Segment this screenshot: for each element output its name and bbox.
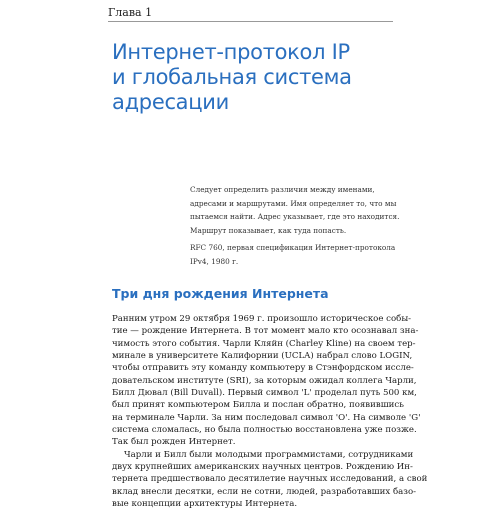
body-line: Так был рожден Интернет. bbox=[112, 437, 236, 448]
epigraph bbox=[190, 183, 400, 237]
chapter-title-line: Интернет-протокол IP bbox=[112, 40, 350, 64]
body-line: чтобы отправить эту команду компьютеру в Стэнфордском иссле- bbox=[112, 363, 414, 374]
epigraph-line: Маршрут показывает, как туда попасть. bbox=[190, 225, 347, 235]
body-line: Ранним утром 29 октября 1969 г. произошло историческое собы- bbox=[112, 314, 412, 324]
body-line: вые концепции архитектуры Интернета. bbox=[112, 499, 298, 510]
body-line: двух крупнейших американских научных центров. Рождению Ин- bbox=[112, 462, 413, 473]
section-heading: Три дня рождения Интернета bbox=[112, 286, 329, 301]
epigraph-line: Следует определить различия между именами, bbox=[190, 185, 375, 194]
body-line: тие — рождение Интернета. В тот момент мало кто осознавал зна- bbox=[112, 326, 419, 337]
header-rule bbox=[108, 21, 393, 22]
body-line: вклад внесли десятки, если не сотни, людей, разработавших базо- bbox=[112, 486, 417, 497]
body-line: тернета предшествовало десятилетие научных исследований, а свой bbox=[112, 474, 428, 485]
chapter-title bbox=[112, 40, 412, 115]
body-line: довательском институте (SRI), за которым ожидал коллега Чарли, bbox=[112, 375, 417, 386]
body-line: Чарли и Билл были молодыми программистами, сотрудниками bbox=[124, 449, 414, 460]
chapter-title-line: адресации bbox=[112, 90, 229, 114]
chapter-title-line: и глобальная система bbox=[112, 65, 352, 89]
epigraph-source bbox=[190, 241, 400, 268]
body-line: система сломалась, но была полностью восстановлена уже позже. bbox=[112, 425, 417, 436]
epigraph-line: пытаемся найти. Адрес указывает, где это находится. bbox=[190, 212, 400, 221]
body-line: Билл Дювал (Bill Duvall). Первый символ 'L' проделал путь 500 км, bbox=[112, 388, 417, 399]
epigraph-line: адресами и маршрутами. Имя определяет то, что мы bbox=[190, 198, 397, 208]
body-line: чимость этого события. Чарли Кляйн (Charley Kline) на своем тер- bbox=[112, 338, 416, 349]
body-text bbox=[112, 313, 428, 511]
body-line: минале в университете Калифорнии (UCLA) набрал слово LOGIN, bbox=[112, 351, 413, 362]
epigraph-source-line: RFC 760, первая спецификация Интернет-протокола bbox=[190, 243, 396, 252]
body-line: был принят компьютером Билла и послан обратно, появившись bbox=[112, 400, 404, 411]
chapter-label: Глава 1 bbox=[108, 6, 153, 19]
epigraph-source-line: IPv4, 1980 г. bbox=[190, 256, 239, 266]
body-line: на терминале Чарли. За ним последовал символ 'O'. На символе 'G' bbox=[112, 412, 421, 423]
